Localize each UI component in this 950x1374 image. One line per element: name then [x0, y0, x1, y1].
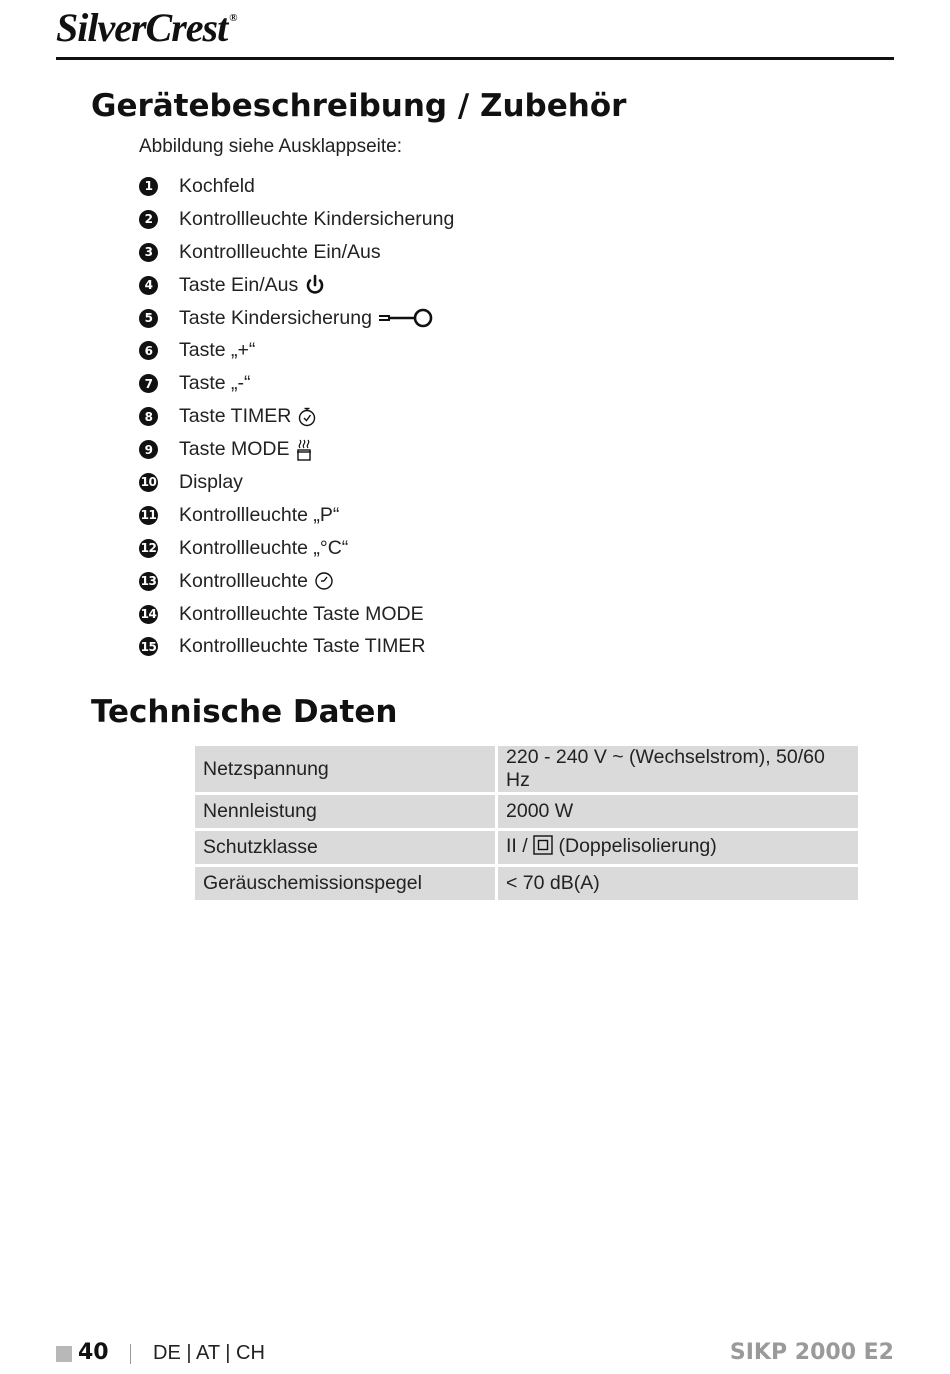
item-number: 14: [139, 605, 158, 624]
item-label: Kontrollleuchte Kindersicherung: [179, 207, 455, 230]
list-item: [139, 630, 454, 663]
brand-name: SilverCrest: [56, 5, 228, 50]
item-label: Taste „-“: [179, 372, 251, 395]
list-item: [139, 466, 454, 499]
spec-value-prefix: II /: [506, 834, 528, 857]
item-number: 10: [139, 473, 158, 492]
item-number: 13: [139, 572, 158, 591]
table-row: [195, 831, 858, 867]
spec-value: 2000 W: [498, 795, 858, 831]
spec-key: Schutzklasse: [195, 831, 498, 867]
list-item: [139, 367, 454, 400]
item-number: 1: [139, 177, 158, 196]
table-row: [195, 746, 858, 795]
item-label: Kontrollleuchte Ein/Aus: [179, 240, 381, 263]
intro-text: Abbildung siehe Ausklappseite:: [139, 136, 403, 157]
brand-logo: [56, 4, 236, 51]
double-insulation-icon: [533, 835, 553, 861]
table-row: [195, 867, 858, 903]
list-item: [139, 433, 454, 466]
model-number: SIKP 2000 E2: [729, 1340, 894, 1365]
item-number: 4: [139, 276, 158, 295]
list-item: [139, 532, 454, 565]
item-label: Kontrollleuchte „P“: [179, 503, 340, 526]
page-number: 40: [78, 1340, 109, 1365]
parts-list: [139, 170, 454, 663]
key-lock-icon: [378, 308, 434, 328]
spec-key: Netzspannung: [195, 746, 498, 795]
list-item: [139, 499, 454, 532]
footer-languages: DE | AT | CH: [153, 1342, 265, 1364]
table-row: [195, 795, 858, 831]
timer-icon: [297, 407, 317, 427]
list-item: [139, 598, 454, 631]
item-number: 7: [139, 374, 158, 393]
item-number: 8: [139, 407, 158, 426]
item-number: 3: [139, 243, 158, 262]
item-number: 5: [139, 309, 158, 328]
list-item: [139, 400, 454, 433]
footer-square-mark: [56, 1346, 72, 1362]
item-number: 9: [139, 440, 158, 459]
item-label: Kontrollleuchte Taste TIMER: [179, 635, 426, 658]
section-title-description: Gerätebeschreibung / Zubehör: [91, 88, 627, 124]
list-item: [139, 334, 454, 367]
list-item: [139, 302, 454, 335]
item-label: Taste MODE: [179, 438, 290, 461]
section-title-tech: Technische Daten: [91, 694, 398, 730]
spec-value: (Doppelisolierung): [558, 834, 717, 857]
list-item: [139, 269, 454, 302]
header-rule: [56, 57, 894, 60]
item-number: 12: [139, 539, 158, 558]
list-item: [139, 236, 454, 269]
mode-icon: [296, 439, 312, 461]
page-footer: [56, 1340, 894, 1370]
item-label: Kontrollleuchte: [179, 569, 308, 592]
list-item: [139, 170, 454, 203]
item-label: Kontrollleuchte Taste MODE: [179, 602, 424, 625]
spec-value-cell: [498, 831, 858, 867]
item-label: Kontrollleuchte „°C“: [179, 536, 349, 559]
clock-icon: [314, 571, 334, 591]
item-label: Taste Ein/Aus: [179, 273, 299, 296]
item-number: 15: [139, 637, 158, 656]
spec-value: < 70 dB(A): [498, 867, 858, 903]
power-icon: [304, 274, 326, 296]
list-item: [139, 565, 454, 598]
spec-key: Nennleistung: [195, 795, 498, 831]
item-label: Taste Kindersicherung: [179, 306, 372, 329]
item-label: Taste TIMER: [179, 405, 292, 428]
footer-divider: [130, 1344, 131, 1364]
list-item: [139, 203, 454, 236]
item-label: Display: [179, 470, 243, 493]
item-number: 6: [139, 341, 158, 360]
spec-table: [195, 746, 858, 903]
registered-mark: ®: [229, 12, 237, 24]
item-label: Kochfeld: [179, 174, 255, 197]
item-number: 2: [139, 210, 158, 229]
spec-key: Geräuschemissionspegel: [195, 867, 498, 903]
spec-value: 220 - 240 V ~ (Wechselstrom), 50/60 Hz: [498, 746, 858, 795]
item-label: Taste „+“: [179, 339, 256, 362]
item-number: 11: [139, 506, 158, 525]
